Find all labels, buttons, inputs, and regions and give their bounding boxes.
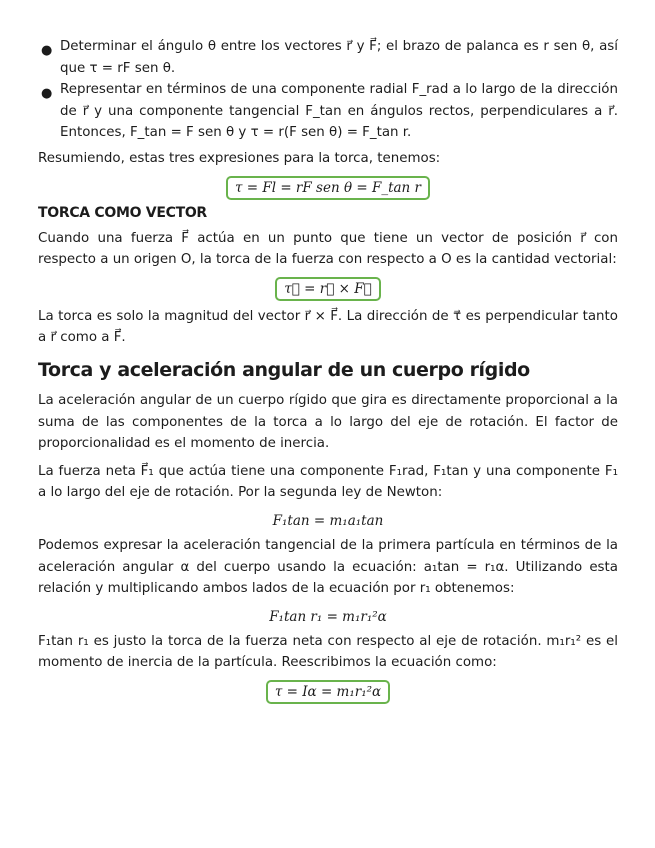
summary-text: Resumiendo, estas tres expresiones para la torca, tenemos: <box>38 150 441 166</box>
vector-paragraph: Cuando una fuerza F⃗ actúa en un punto que tiene un vector de posición r⃗ con respecto a un origen O, la torca de la fuerza con respecto a O es la cantidad vectorial: <box>38 230 618 268</box>
list-item: ● Representar en términos de una componente radial F_rad a lo largo de la dirección de r⃗ y una componente tangencial F_tan en ángulos rectos, perpendiculares a r⃗. Entonces, F_tan = F sen θ y τ = r(F sen θ) = F_tan r. <box>41 82 618 141</box>
torque-forms-equation: τ = Fl = rF sen θ = F_tan r <box>226 176 430 200</box>
bullet-list <box>38 36 618 144</box>
final-equation: τ = Iα = m₁r₁²α <box>266 680 390 704</box>
document-page <box>38 36 618 709</box>
list-item: ● Determinar el ángulo θ entre los vectores r⃗ y F⃗; el brazo de palanca es r sen θ, así que τ = rF sen θ. <box>41 39 618 76</box>
magnitude-paragraph: La torca es solo la magnitud del vector r⃗ × F⃗. La dirección de τ⃗ es perpendicular tanto a r⃗ como a F⃗. <box>38 308 618 346</box>
bullet-dot-icon: ● <box>41 43 53 58</box>
section-heading-vector: TORCA COMO VECTOR <box>38 204 207 221</box>
final-paragraph: F₁tan r₁ es justo la torca de la fuerza neta con respecto al eje de rotación. m₁r₁² es el momento de inercia de la partícula. Reescribimos la ecuación como: <box>38 633 618 671</box>
net-force-paragraph: La fuerza neta F⃗₁ que actúa tiene una componente F₁rad, F₁tan y una componente F₁ a lo largo del eje de rotación. Por la segunda ley de Newton: <box>38 463 618 501</box>
multiplied-equation: F₁tan r₁ = m₁r₁²α <box>269 608 387 625</box>
newton-equation: F₁tan = m₁a₁tan <box>272 512 384 529</box>
rigid-body-paragraph: La aceleración angular de un cuerpo rígido que gira es directamente proporcional a la suma de las componentes de la torca a lo largo del eje de rotación. El factor de proporcionalidad es el momento de inercia. <box>38 392 618 452</box>
tangential-paragraph: Podemos expresar la aceleración tangencial de la primera partícula en términos de la aceleración angular α del cuerpo usando la ecuación: a₁tan = r₁α. Utilizando esta relación y multiplicando ambos lados de la ecuación por r₁ obtenemos: <box>38 537 618 597</box>
bullet-dot-icon: ● <box>41 86 53 102</box>
cross-product-equation: τ⃗ = r⃗ × F⃗ <box>275 277 380 301</box>
section-heading-rigid-body: Torca y aceleración angular de un cuerpo rígido <box>38 358 530 381</box>
